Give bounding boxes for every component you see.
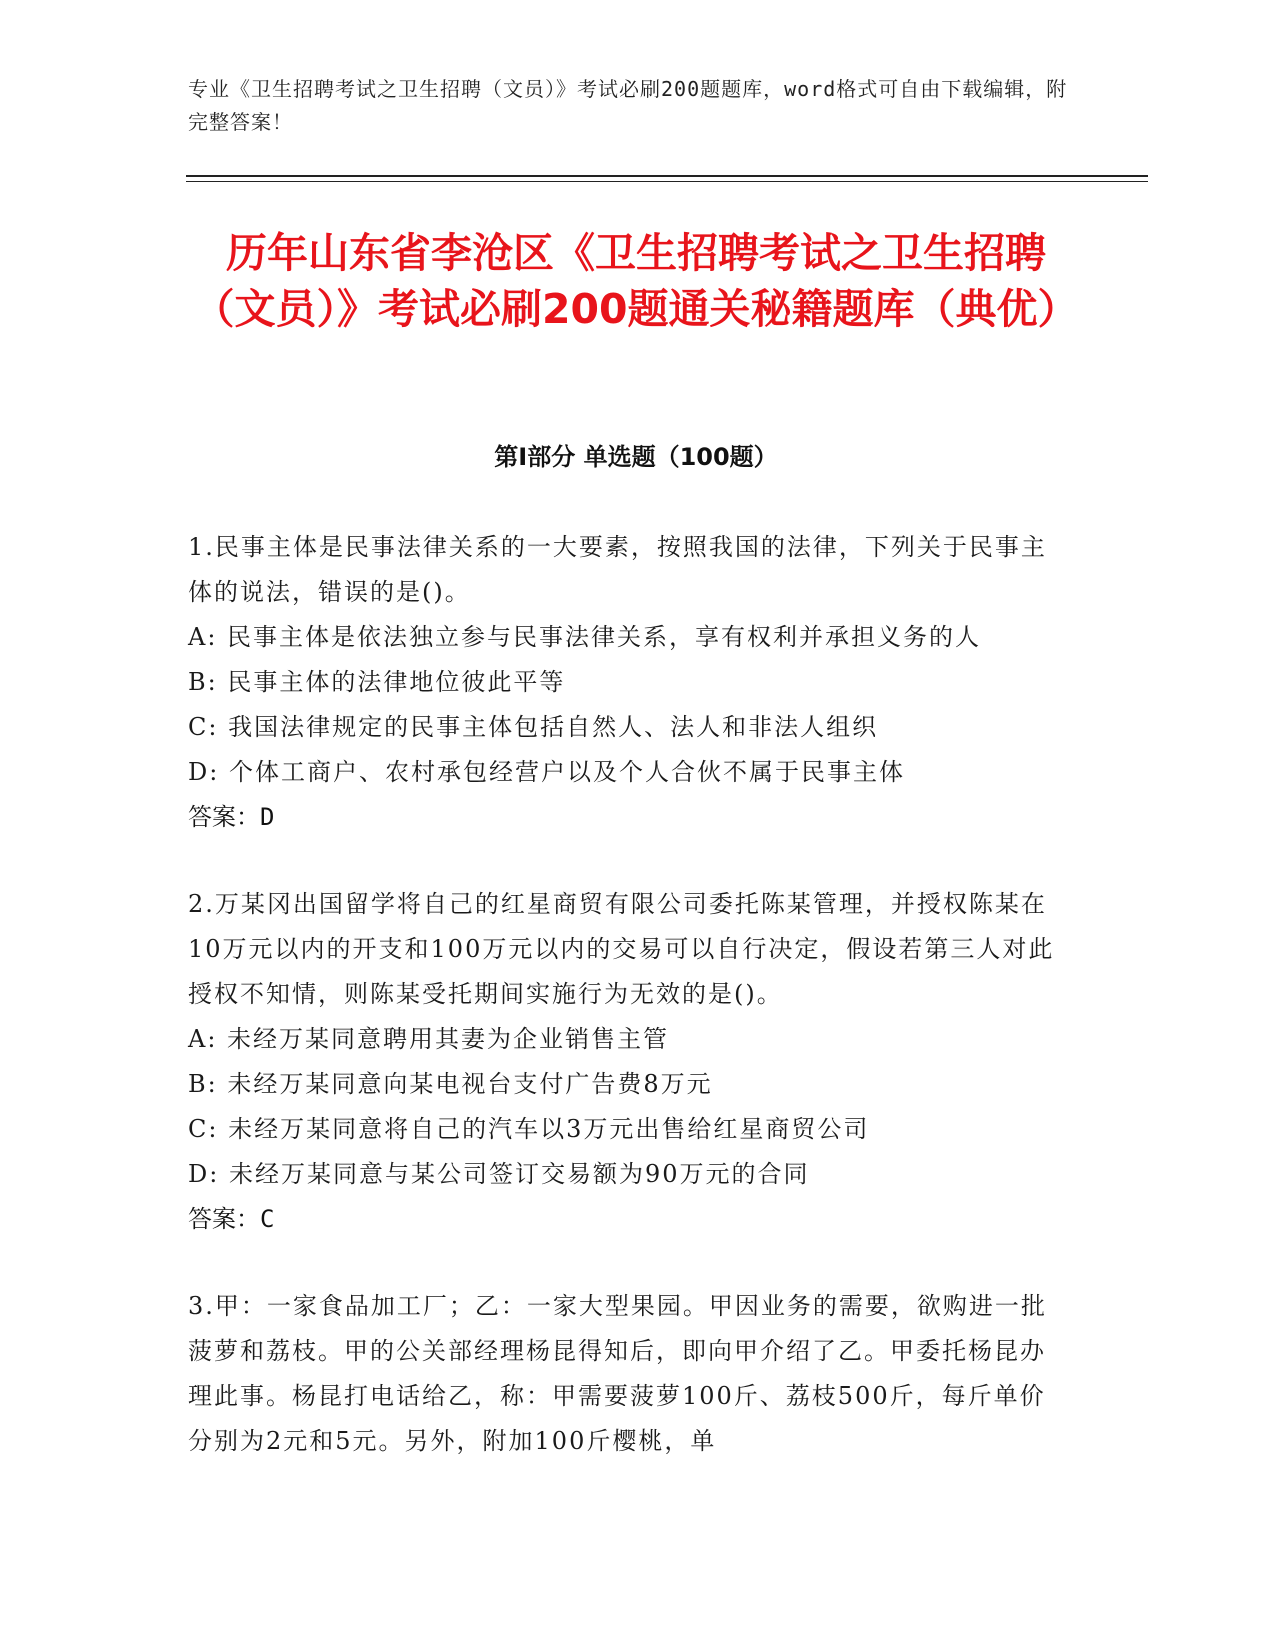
question-list bbox=[188, 525, 1068, 1506]
option-c: C: 未经万某同意将自己的汽车以3万元出售给红星商贸公司 bbox=[188, 1115, 870, 1143]
question-item bbox=[188, 882, 1068, 1242]
question-item bbox=[188, 525, 1068, 840]
document-title: 历年山东省李沧区《卫生招聘考试之卫生招聘（文员）》考试必刷200题通关秘籍题库（典优） bbox=[193, 229, 1079, 333]
option-d: D: 未经万某同意与某公司签订交易额为90万元的合同 bbox=[188, 1160, 810, 1188]
section-title: 第Ⅰ部分 单选题（100题） bbox=[494, 443, 778, 471]
question-stem: 2.万某冈出国留学将自己的红星商贸有限公司委托陈某管理，并授权陈某在10万元以内的开支和100万元以内的交易可以自行决定，假设若第三人对此授权不知情，则陈某受托期间实施行为无效的是()。 bbox=[188, 890, 1055, 1008]
question-stem: 1.民事主体是民事法律关系的一大要素，按照我国的法律，下列关于民事主体的说法，错误的是()。 bbox=[188, 533, 1047, 606]
option-c: C: 我国法律规定的民事主体包括自然人、法人和非法人组织 bbox=[188, 713, 879, 741]
answer-line bbox=[188, 795, 1068, 840]
option-a: A: 未经万某同意聘用其妻为企业销售主管 bbox=[188, 1025, 670, 1053]
header-note: 专业《卫生招聘考试之卫生招聘（文员）》考试必刷200题题库，word格式可自由下载编辑，附完整答案！ bbox=[188, 77, 1068, 134]
answer-value: D bbox=[260, 803, 275, 831]
answer-line bbox=[188, 1197, 1068, 1242]
header-divider-thick bbox=[186, 175, 1148, 177]
option-d: D: 个体工商户、农村承包经营户以及个人合伙不属于民事主体 bbox=[188, 758, 905, 786]
question-stem: 3.甲：一家食品加工厂；乙：一家大型果园。甲因业务的需要，欲购进一批菠萝和荔枝。甲的公关部经理杨昆得知后，即向甲介绍了乙。甲委托杨昆办理此事。杨昆打电话给乙，称：甲需要菠萝100斤、荔枝500斤，每斤单价分别为2元和5元。另外，附加100斤樱桃，单 bbox=[188, 1292, 1047, 1455]
answer-label: 答案： bbox=[188, 803, 260, 831]
answer-value: C bbox=[260, 1205, 275, 1233]
option-b: B: 民事主体的法律地位彼此平等 bbox=[188, 668, 566, 696]
header-divider-thin bbox=[186, 181, 1148, 182]
answer-label: 答案： bbox=[188, 1205, 260, 1233]
option-a: A: 民事主体是依法独立参与民事法律关系，享有权利并承担义务的人 bbox=[188, 623, 982, 651]
question-item bbox=[188, 1284, 1068, 1464]
option-b: B: 未经万某同意向某电视台支付广告费8万元 bbox=[188, 1070, 713, 1098]
